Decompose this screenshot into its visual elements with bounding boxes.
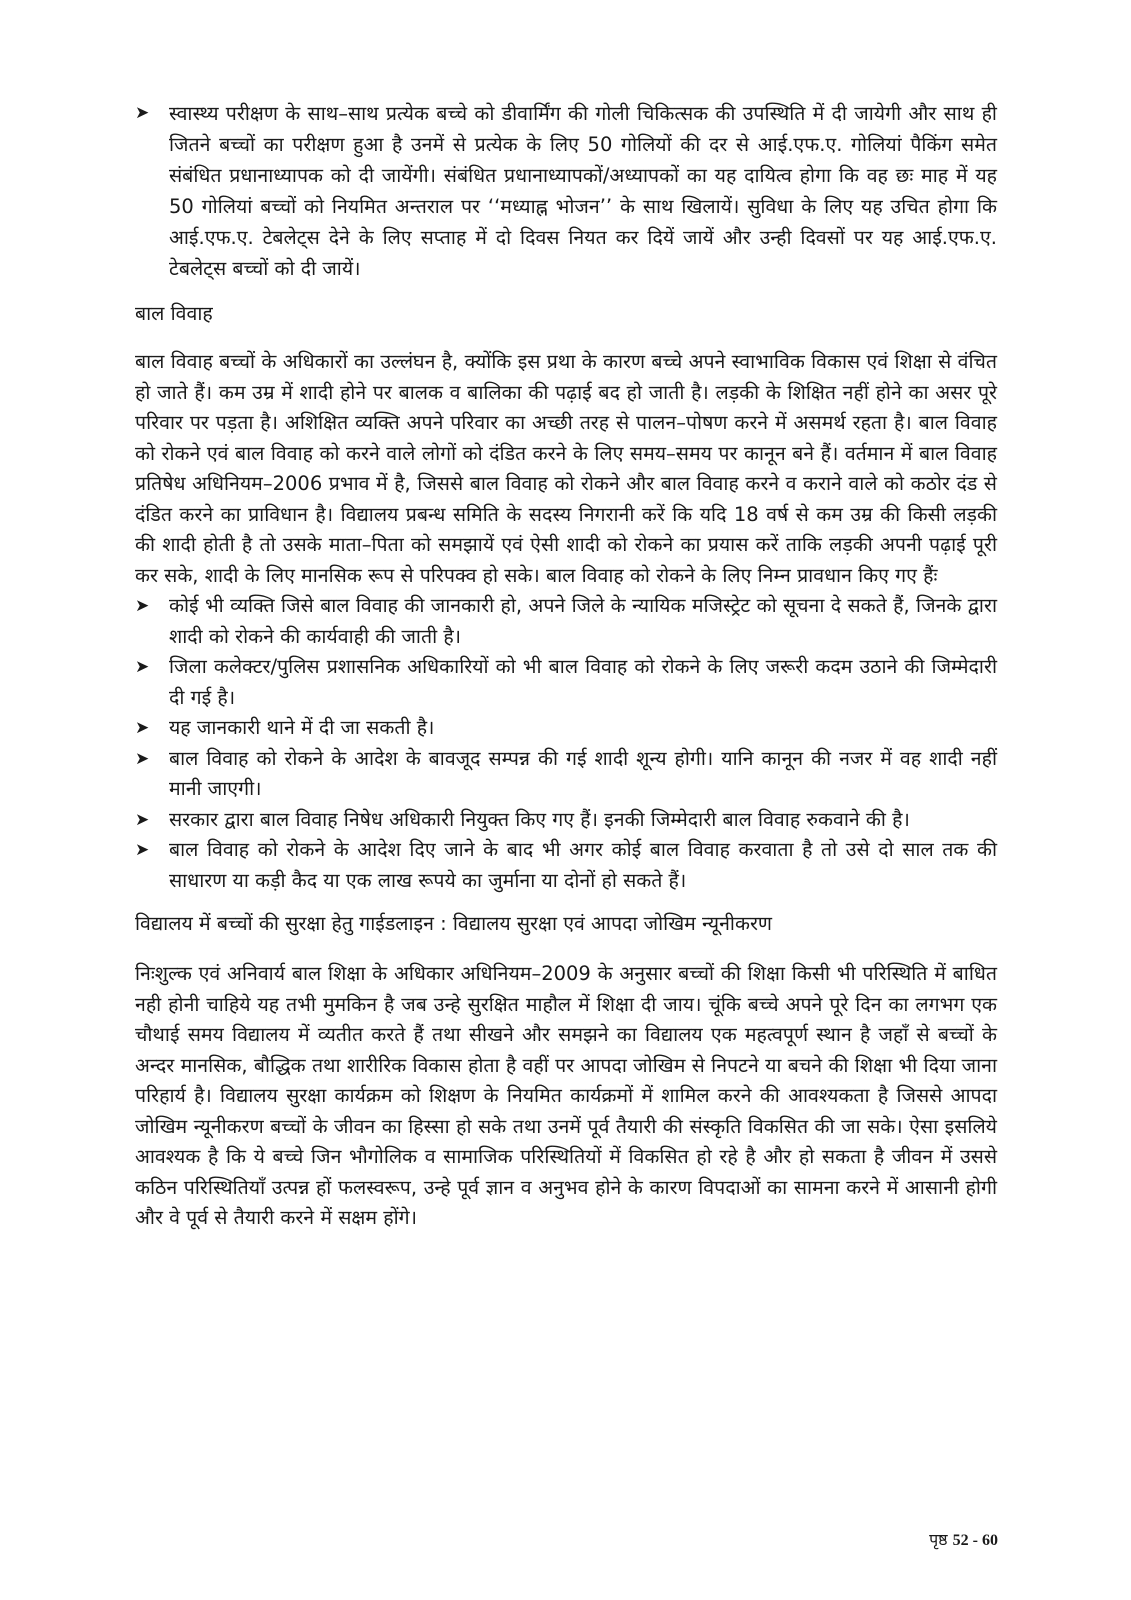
child-marriage-paragraph: बाल विवाह बच्चों के अधिकारों का उल्लंघन है, क्योंकि इस प्रथा के कारण बच्चे अपने स्वाभाविक विकास एवं शिक्षा से वंचित हो जाते हैं। कम उम्र में शादी होने पर बालक व बालिका की पढ़ाई बद हो जाती है। लड़की के शिक्षित नहीं होने का असर पूरे परिवार पर पड़ता है। अशिक्षित व्यक्ति अपने परिवार का अच्छी तरह से पालन–पोषण करने में असमर्थ रहता है। बाल विवाह को रोकने एवं बाल विवाह को करने वाले लोगों को दंडित करने के लिए समय–समय पर कानून बने हैं। वर्तमान में बाल विवाह प्रतिषेध अधिनियम–2006 प्रभाव में है, जिससे बाल विवाह को रोकने और बाल विवाह करने व कराने वाले को कठोर दंड से दंडित करने का प्राविधान है। विद्यालय प्रबन्ध समिति के सदस्य निगरानी करें कि यदि 18 वर्ष से कम उम्र की किसी लड़की की शादी होती है तो उसके माता–पिता को समझायें एवं ऐसी शादी को रोकने का प्रयास करें ताकि लड़की अपनी पढ़ाई पूरी कर सके, शादी के लिए मानसिक रूप से परिपक्व हो सके। बाल विवाह को रोकने के लिए निम्न प्रावधान किए गए हैंः bbox=[135, 350, 998, 587]
document-page bbox=[135, 98, 997, 1234]
list-item bbox=[135, 744, 997, 805]
page-number: 52 - 60 bbox=[952, 1532, 998, 1549]
list-item bbox=[135, 652, 997, 713]
list-item-text: स्वास्थ्य परीक्षण के साथ–साथ प्रत्येक बच्चे को डीवार्मिंग की गोली चिकित्सक की उपस्थिति में दी जायेगी और साथ ही जितने बच्चों का परीक्षण हुआ है उनमें से प्रत्येक के लिए 50 गोलियों की दर से आई.एफ.ए. गोलियां पैकिंग समेत संबंधित प्रधानाध्यापक को दी जायेंगी। संबंधित प्रधानाध्यापकों/अध्यापकों का यह दायित्व होगा कि वह छः माह में यह 50 गोलियां बच्चों को नियमित अन्तराल पर ‘‘मध्याह्न भोजन’’ के साथ खिलायें। सुविधा के लिए यह उचित होगा कि आई.एफ.ए. टेबलेट्स देने के लिए सप्ताह में दो दिवस नियत कर दियें जायें और उन्ही दिवसों पर यह आई.एफ.ए. टेबलेट्स बच्चों को दी जायें। bbox=[169, 102, 997, 280]
page-label: पृष्ठ bbox=[929, 1530, 948, 1549]
school-safety-paragraph: निःशुल्क एवं अनिवार्य बाल शिक्षा के अधिकार अधिनियम–2009 के अनुसार बच्चों की शिक्षा किसी भी परिस्थिति में बाधित नही होनी चाहिये यह तभी मुमकिन है जब उन्हे सुरक्षित माहौल में शिक्षा दी जाय। चूंकि बच्चे अपने पूरे दिन का लगभग एक चौथाई समय विद्यालय में व्यतीत करते हैं तथा सीखने और समझने का विद्यालय एक महत्वपूर्ण स्थान है जहाँ से बच्चों के अन्दर मानसिक, बौद्धिक तथा शारीरिक विकास होता है वहीं पर आपदा जोखिम से निपटने या बचने की शिक्षा भी दिया जाना परिहार्य है। विद्यालय सुरक्षा कार्यक्रम को शिक्षण के नियमित कार्यक्रमों में शामिल करने की आवश्यकता है जिससे आपदा जोखिम न्यूनीकरण बच्चों के जीवन का हिस्सा हो सके तथा उनमें पूर्व तैयारी की संस्कृति विकसित की जा सके। ऐसा इसलिये आवश्यक है कि ये बच्चे जिन भौगोलिक व सामाजिक परिस्थितियों में विकसित हो रहे है और हो सकता है जीवन में उससे कठिन परिस्थितियाँ उत्पन्न हों फलस्वरूप, उन्हे पूर्व ज्ञान व अनुभव होने के कारण विपदाओं का सामना करने में आसानी होगी और वे पूर्व से तैयारी करने में सक्षम होंगे। bbox=[135, 962, 997, 1229]
list-item-text: बाल विवाह को रोकने के आदेश दिए जाने के बाद भी अगर कोई बाल विवाह करवाता है तो उसे दो साल तक की साधारण या कड़ी कैद या एक लाख रूपये का जुर्माना या दोनों हो सकते हैं। bbox=[169, 838, 997, 892]
list-item bbox=[135, 591, 997, 652]
health-check-list bbox=[135, 98, 997, 284]
list-item-text: जिला कलेक्टर/पुलिस प्रशासनिक अधिकारियों को भी बाल विवाह को रोकने के लिए जरूरी कदम उठाने की जिम्मेदारी दी गई है। bbox=[169, 655, 997, 709]
page-footer bbox=[929, 1528, 998, 1550]
arrow-bullet-icon: ➤ bbox=[135, 718, 150, 738]
list-item bbox=[135, 805, 997, 836]
arrow-bullet-icon: ➤ bbox=[135, 748, 150, 769]
list-item-text: यह जानकारी थाने में दी जा सकती है। bbox=[169, 716, 435, 739]
arrow-bullet-icon: ➤ bbox=[135, 596, 150, 616]
list-item bbox=[135, 713, 997, 744]
arrow-bullet-icon: ➤ bbox=[135, 657, 150, 677]
arrow-bullet-icon: ➤ bbox=[135, 809, 150, 830]
child-marriage-provisions-list bbox=[135, 591, 997, 896]
list-item-text: बाल विवाह को रोकने के आदेश के बावजूद सम्पन्न की गई शादी शून्य होगी। यानि कानून की नजर में वह शादी नहीं मानी जाएगी। bbox=[169, 746, 997, 800]
arrow-bullet-icon: ➤ bbox=[135, 103, 150, 123]
list-item-text: कोई भी व्यक्ति जिसे बाल विवाह की जानकारी हो, अपने जिले के न्यायिक मजिस्ट्रेट को सूचना दे सकते हैं, जिनके द्वारा शादी को रोकने की कार्यवाही की जाती है। bbox=[169, 594, 997, 648]
section-heading-child-marriage: बाल विवाह bbox=[135, 302, 213, 325]
list-item bbox=[135, 835, 997, 896]
list-item bbox=[135, 98, 997, 284]
arrow-bullet-icon: ➤ bbox=[135, 840, 150, 860]
section-heading-school-safety: विद्यालय में बच्चों की सुरक्षा हेतु गाईडलाइन : विद्यालय सुरक्षा एवं आपदा जोखिम न्यूनीकरण bbox=[135, 912, 773, 935]
list-item-text: सरकार द्वारा बाल विवाह निषेध अधिकारी नियुक्त किए गए हैं। इनकी जिम्मेदारी बाल विवाह रुकवाने की है। bbox=[169, 807, 910, 831]
